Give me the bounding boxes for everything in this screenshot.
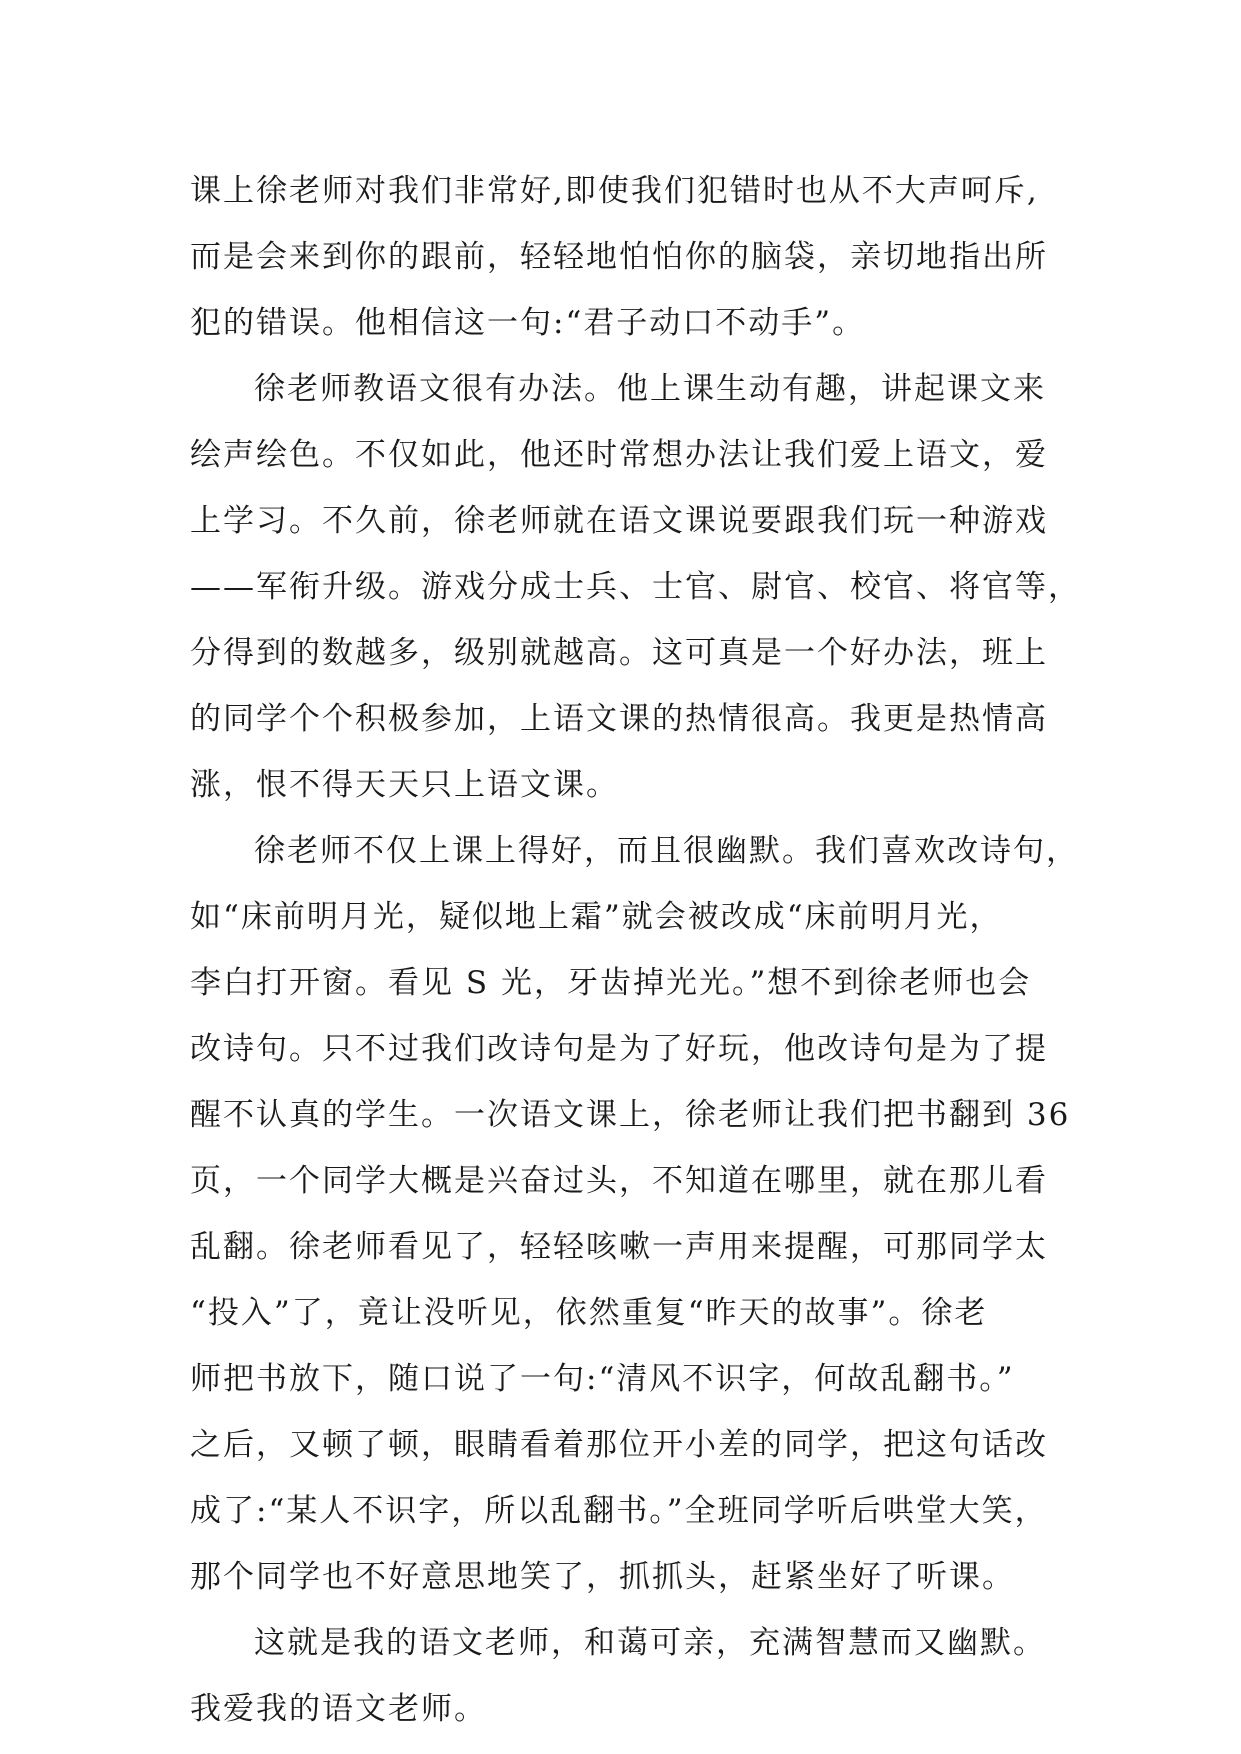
document-body [190,158,1090,1742]
text-line: 师把书放下，随口说了一句:“清风不识字，何故乱翻书。” [190,1361,1015,1397]
text-line: 徐老师教语文很有办法。他上课生动有趣，讲起课文来 [254,371,1046,407]
text-line: 李白打开窗。看见 S 光，牙齿掉光光。”想不到徐老师也会 [190,965,1032,1001]
text-line: 我爱我的语文老师。 [190,1691,487,1727]
text-line: 的同学个个积极参加，上语文课的热情很高。我更是热情高 [190,701,1048,737]
text-line: 那个同学也不好意思地笑了，抓抓头，赶紧坐好了听课。 [190,1559,1015,1595]
text-line: 分得到的数越多，级别就越高。这可真是一个好办法，班上 [190,635,1048,671]
text-line: 课上徐老师对我们非常好,即使我们犯错时也从不大声呵斥, [190,173,1039,209]
text-line: 绘声绘色。不仅如此，他还时常想办法让我们爱上语文，爱 [190,437,1048,473]
paragraph [190,356,1090,818]
paragraph [190,1610,1090,1742]
paragraph [190,818,1090,1610]
text-line: 页，一个同学大概是兴奋过头，不知道在哪里，就在那儿看 [190,1163,1048,1199]
text-line: 成了:“某人不识字，所以乱翻书。”全班同学听后哄堂大笑， [190,1493,1048,1529]
text-line: 之后，又顿了顿，眼睛看着那位开小差的同学，把这句话改 [190,1427,1048,1463]
text-line: 改诗句。只不过我们改诗句是为了好玩，他改诗句是为了提 [190,1031,1048,1067]
text-line: 涨，恨不得天天只上语文课。 [190,767,619,803]
text-line: 醒不认真的学生。一次语文课上，徐老师让我们把书翻到 36 [190,1097,1071,1133]
text-line: 徐老师不仅上课上得好，而且很幽默。我们喜欢改诗句， [254,833,1079,869]
text-line: 这就是我的语文老师，和蔼可亲，充满智慧而又幽默。 [254,1625,1046,1661]
text-line: ——军衔升级。游戏分成士兵、士官、尉官、校官、将官等， [190,569,1081,605]
text-line: 如“床前明月光，疑似地上霜”就会被改成“床前明月光， [190,899,1003,935]
text-line: “投入”了，竟让没听见，依然重复“昨天的故事”。徐老 [190,1295,988,1331]
text-line: 上学习。不久前，徐老师就在语文课说要跟我们玩一种游戏 [190,503,1048,539]
text-line: 而是会来到你的跟前，轻轻地怕怕你的脑袋，亲切地指出所 [190,239,1048,275]
text-line: 乱翻。徐老师看见了，轻轻咳嗽一声用来提醒，可那同学太 [190,1229,1048,1265]
paragraph [190,158,1090,356]
text-line: 犯的错误。他相信这一句:“君子动口不动手”。 [190,305,866,341]
